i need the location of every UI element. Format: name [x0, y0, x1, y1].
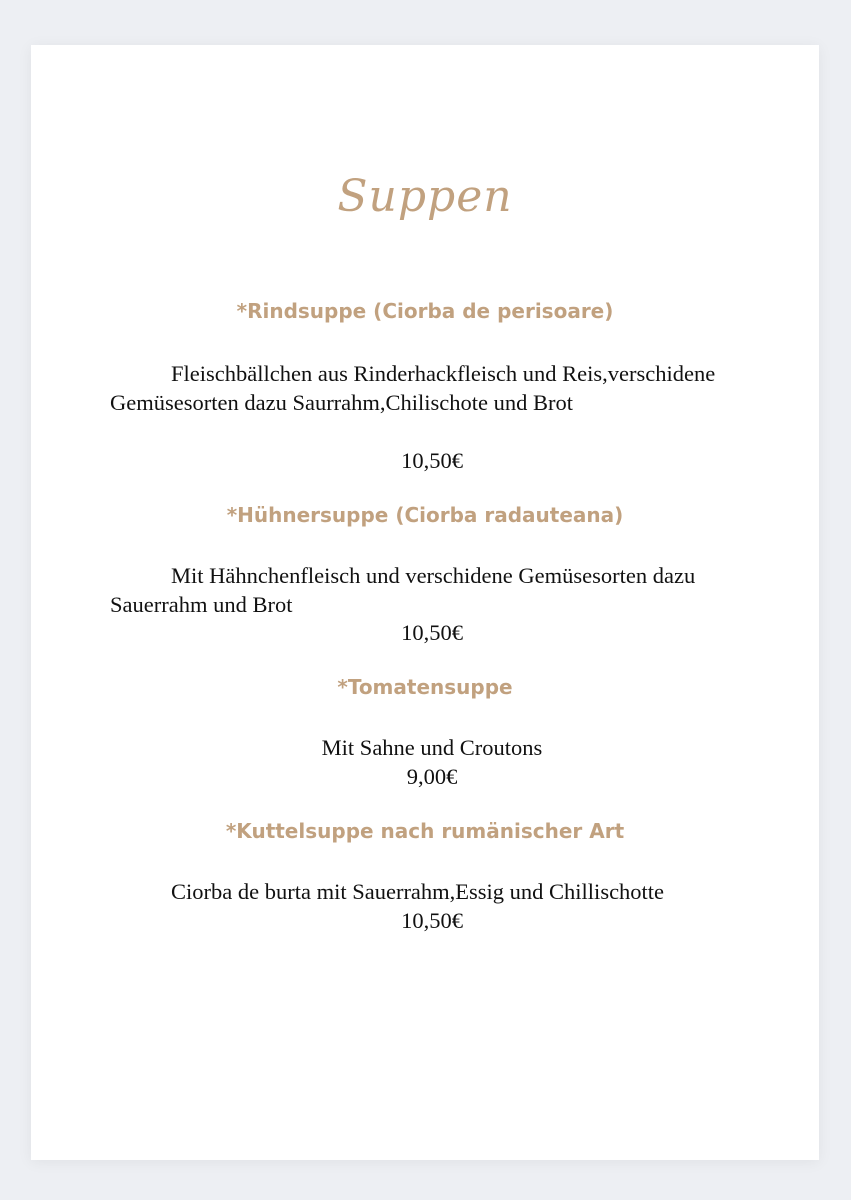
menu-item-name: *Tomatensuppe — [337, 675, 513, 699]
menu-item-price: 10,50€ — [401, 908, 463, 933]
menu-page — [31, 45, 819, 1160]
menu-item-name: *Kuttelsuppe nach rumänischer Art — [225, 819, 625, 843]
menu-item-description: Mit Sahne und Croutons — [321, 735, 543, 760]
menu-item-name: *Hühnersuppe (Ciorba radauteana) — [226, 503, 624, 527]
menu-item-description: Mit Hähnchenfleisch und verschidene Gemüsesorten dazu Sauerrahm und Brot — [110, 563, 696, 617]
menu-item-price: 10,50€ — [401, 620, 463, 645]
menu-section-title: Suppen — [337, 171, 513, 222]
menu-item-description: Fleischbällchen aus Rinderhackfleisch und Reis,verschidene Gemüsesorten dazu Saurrahm,Chilischote und Brot — [110, 361, 716, 415]
menu-item-name: *Rindsuppe (Ciorba de perisoare) — [236, 299, 614, 323]
menu-item-price: 10,50€ — [401, 448, 463, 473]
menu-item-price: 9,00€ — [406, 764, 458, 789]
menu-item-description: Ciorba de burta mit Sauerrahm,Essig und Chillischotte — [171, 879, 665, 904]
